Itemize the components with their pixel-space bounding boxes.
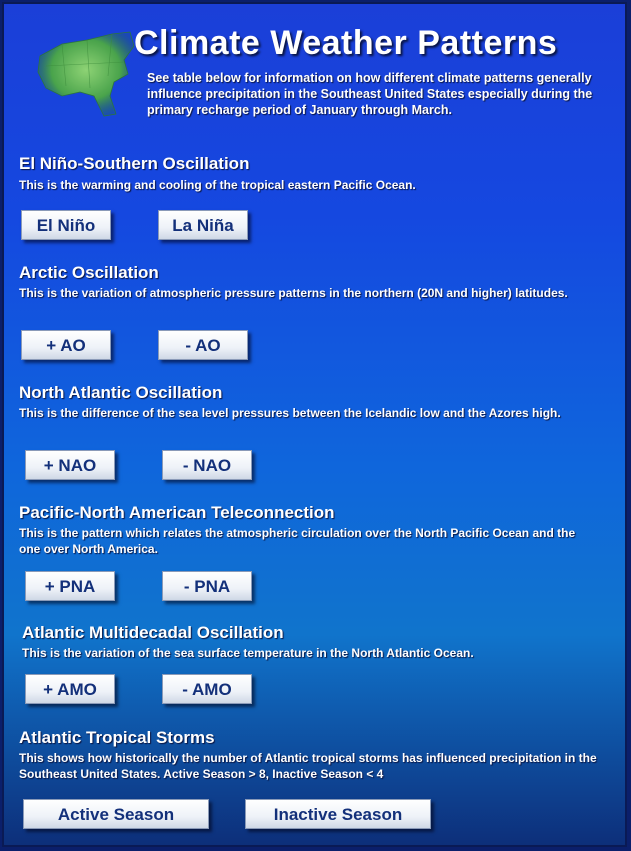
page-title: Climate Weather Patterns — [134, 24, 558, 62]
main-panel — [2, 2, 627, 847]
section-heading-pna: Pacific-North American Teleconnection — [19, 503, 335, 522]
negative-ao-button[interactable]: - AO — [158, 330, 248, 360]
section-description-tropical-storms: This shows how historically the number of Atlantic tropical storms has influenced precipitation in the Southeast United States. Active Season > 8, Inactive Season < 4 — [19, 751, 597, 781]
positive-nao-button[interactable]: + NAO — [25, 450, 115, 480]
section-heading-amo: Atlantic Multidecadal Oscillation — [22, 623, 284, 642]
positive-amo-button[interactable]: + AMO — [25, 674, 115, 704]
active-season-button[interactable]: Active Season — [23, 799, 209, 829]
section-description-enso: This is the warming and cooling of the tropical eastern Pacific Ocean. — [19, 178, 416, 192]
section-description-amo: This is the variation of the sea surface temperature in the North Atlantic Ocean. — [22, 646, 474, 660]
la-nina-button[interactable]: La Niña — [158, 210, 248, 240]
section-description-nao: This is the difference of the sea level pressures between the Icelandic low and the Azores high. — [19, 406, 561, 420]
section-description-ao: This is the variation of atmospheric pressure patterns in the northern (20N and higher) latitudes. — [19, 286, 568, 300]
intro-text: See table below for information on how different climate patterns generally influence precipitation in the Southeast United States especially during the primary recharge period of January through March. — [147, 71, 593, 117]
negative-amo-button[interactable]: - AMO — [162, 674, 252, 704]
section-heading-enso: El Niño-Southern Oscillation — [19, 154, 250, 173]
negative-nao-button[interactable]: - NAO — [162, 450, 252, 480]
positive-ao-button[interactable]: + AO — [21, 330, 111, 360]
negative-pna-button[interactable]: - PNA — [162, 571, 252, 601]
el-nino-button[interactable]: El Niño — [21, 210, 111, 240]
section-description-pna: This is the pattern which relates the atmospheric circulation over the North Pacific Ocean and the one over North America. — [19, 526, 576, 556]
section-heading-ao: Arctic Oscillation — [19, 263, 159, 282]
positive-pna-button[interactable]: + PNA — [25, 571, 115, 601]
southeast-us-map-icon — [32, 26, 142, 121]
section-heading-tropical-storms: Atlantic Tropical Storms — [19, 728, 215, 747]
section-heading-nao: North Atlantic Oscillation — [19, 383, 223, 402]
inactive-season-button[interactable]: Inactive Season — [245, 799, 431, 829]
